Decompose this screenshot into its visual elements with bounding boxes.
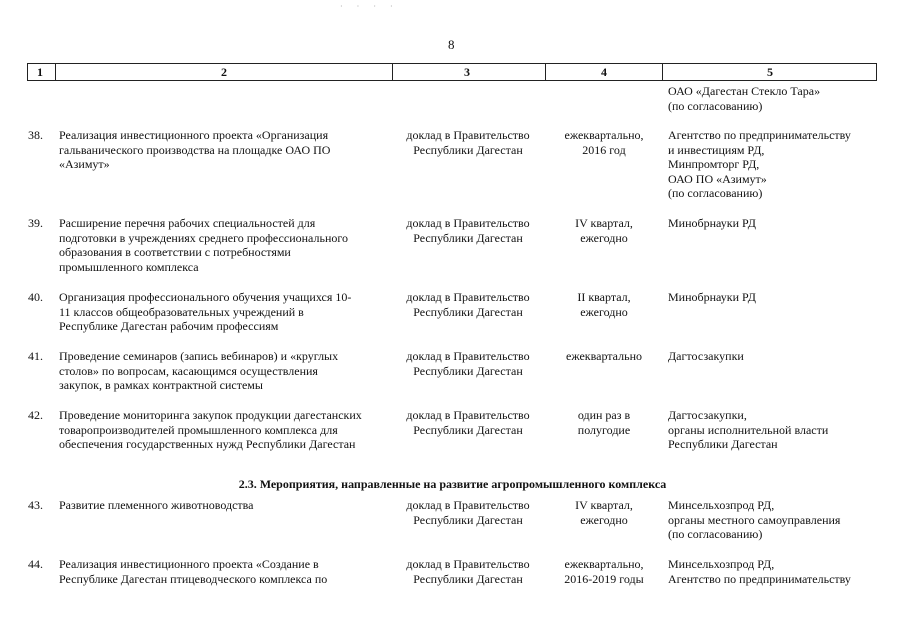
section-heading: 2.3. Мероприятия, направленные на развитие агропромышленного комплекса xyxy=(238,477,667,491)
row-report: доклад в Правительство Республики Дагестан xyxy=(406,128,530,157)
row-report: доклад в Правительство Республики Дагестан xyxy=(406,498,530,527)
row-term: IV квартал, ежегодно xyxy=(575,498,633,527)
row-report: доклад в Правительство Республики Дагестан xyxy=(406,557,530,586)
row-number: 44. xyxy=(28,557,43,571)
header-col-3: 3 xyxy=(464,65,470,79)
row-title: Организация профессионального обучения учащихся 10- 11 классов общеобразовательных учреждений в Республике Дагестан рабочим профессиям xyxy=(59,290,352,333)
row-executor: Минсельхозпрод РД, органы местного самоуправления (по согласованию) xyxy=(668,498,841,541)
row-number: 38. xyxy=(28,128,43,142)
header-divider xyxy=(55,63,56,81)
header-divider xyxy=(392,63,393,81)
row-term: ежеквартально, 2016 год xyxy=(564,128,644,157)
header-col-5: 5 xyxy=(767,65,773,79)
row-term: II квартал, ежегодно xyxy=(577,290,631,319)
row-executor: Минсельхозпрод РД, Агентство по предпринимательству xyxy=(668,557,851,586)
row-report: доклад в Правительство Республики Дагестан xyxy=(406,349,530,378)
row-title: Расширение перечня рабочих специальностей для подготовки в учреждениях среднего профессионального образования в соответствии с потребностями промышленного комплекса xyxy=(59,216,348,274)
header-divider xyxy=(27,63,28,81)
header-divider xyxy=(545,63,546,81)
row-term: один раз в полугодие xyxy=(577,408,631,437)
row-report: доклад в Правительство Республики Дагестан xyxy=(406,408,530,437)
continuation-executor: ОАО «Дагестан Стекло Тара» (по согласованию) xyxy=(668,84,821,113)
row-title: Развитие племенного животноводства xyxy=(59,498,254,512)
header-divider xyxy=(662,63,663,81)
row-term: IV квартал, ежегодно xyxy=(575,216,633,245)
page-number: 8 xyxy=(448,37,455,52)
row-title: Проведение мониторинга закупок продукции дагестанских товаропроизводителей промышленного комплекса для обеспечения государственных нужд Республики Дагестан xyxy=(59,408,362,451)
row-term: ежеквартально xyxy=(566,349,642,363)
header-top-line xyxy=(27,63,877,64)
row-report: доклад в Правительство Республики Дагестан xyxy=(406,290,530,319)
row-number: 39. xyxy=(28,216,43,230)
row-number: 43. xyxy=(28,498,43,512)
row-executor: Дагтосзакупки xyxy=(668,349,744,363)
row-report: доклад в Правительство Республики Дагестан xyxy=(406,216,530,245)
header-col-4: 4 xyxy=(601,65,607,79)
header-col-1: 1 xyxy=(37,65,43,79)
row-title: Реализация инвестиционного проекта «Создание в Республике Дагестан птицеводческого комплекса по xyxy=(59,557,328,586)
row-executor: Минобрнауки РД xyxy=(668,216,756,230)
row-number: 42. xyxy=(28,408,43,422)
scan-specks: · · · · xyxy=(340,2,399,11)
row-number: 40. xyxy=(28,290,43,304)
header-divider xyxy=(876,63,877,81)
row-number: 41. xyxy=(28,349,43,363)
row-executor: Агентство по предпринимательству и инвестициям РД, Минпромторг РД, ОАО ПО «Азимут» (по согласованию) xyxy=(668,128,851,200)
header-col-2: 2 xyxy=(221,65,227,79)
row-title: Проведение семинаров (запись вебинаров) и «круглых столов» по вопросам, касающимся осуществления закупок, в рамках контрактной системы xyxy=(59,349,339,392)
row-term: ежеквартально, 2016-2019 годы xyxy=(564,557,644,586)
row-executor: Минобрнауки РД xyxy=(668,290,756,304)
header-bottom-line xyxy=(27,80,877,81)
row-executor: Дагтосзакупки, органы исполнительной власти Республики Дагестан xyxy=(668,408,829,451)
row-title: Реализация инвестиционного проекта «Организация гальванического производства на площадке ОАО ПО «Азимут» xyxy=(59,128,331,171)
